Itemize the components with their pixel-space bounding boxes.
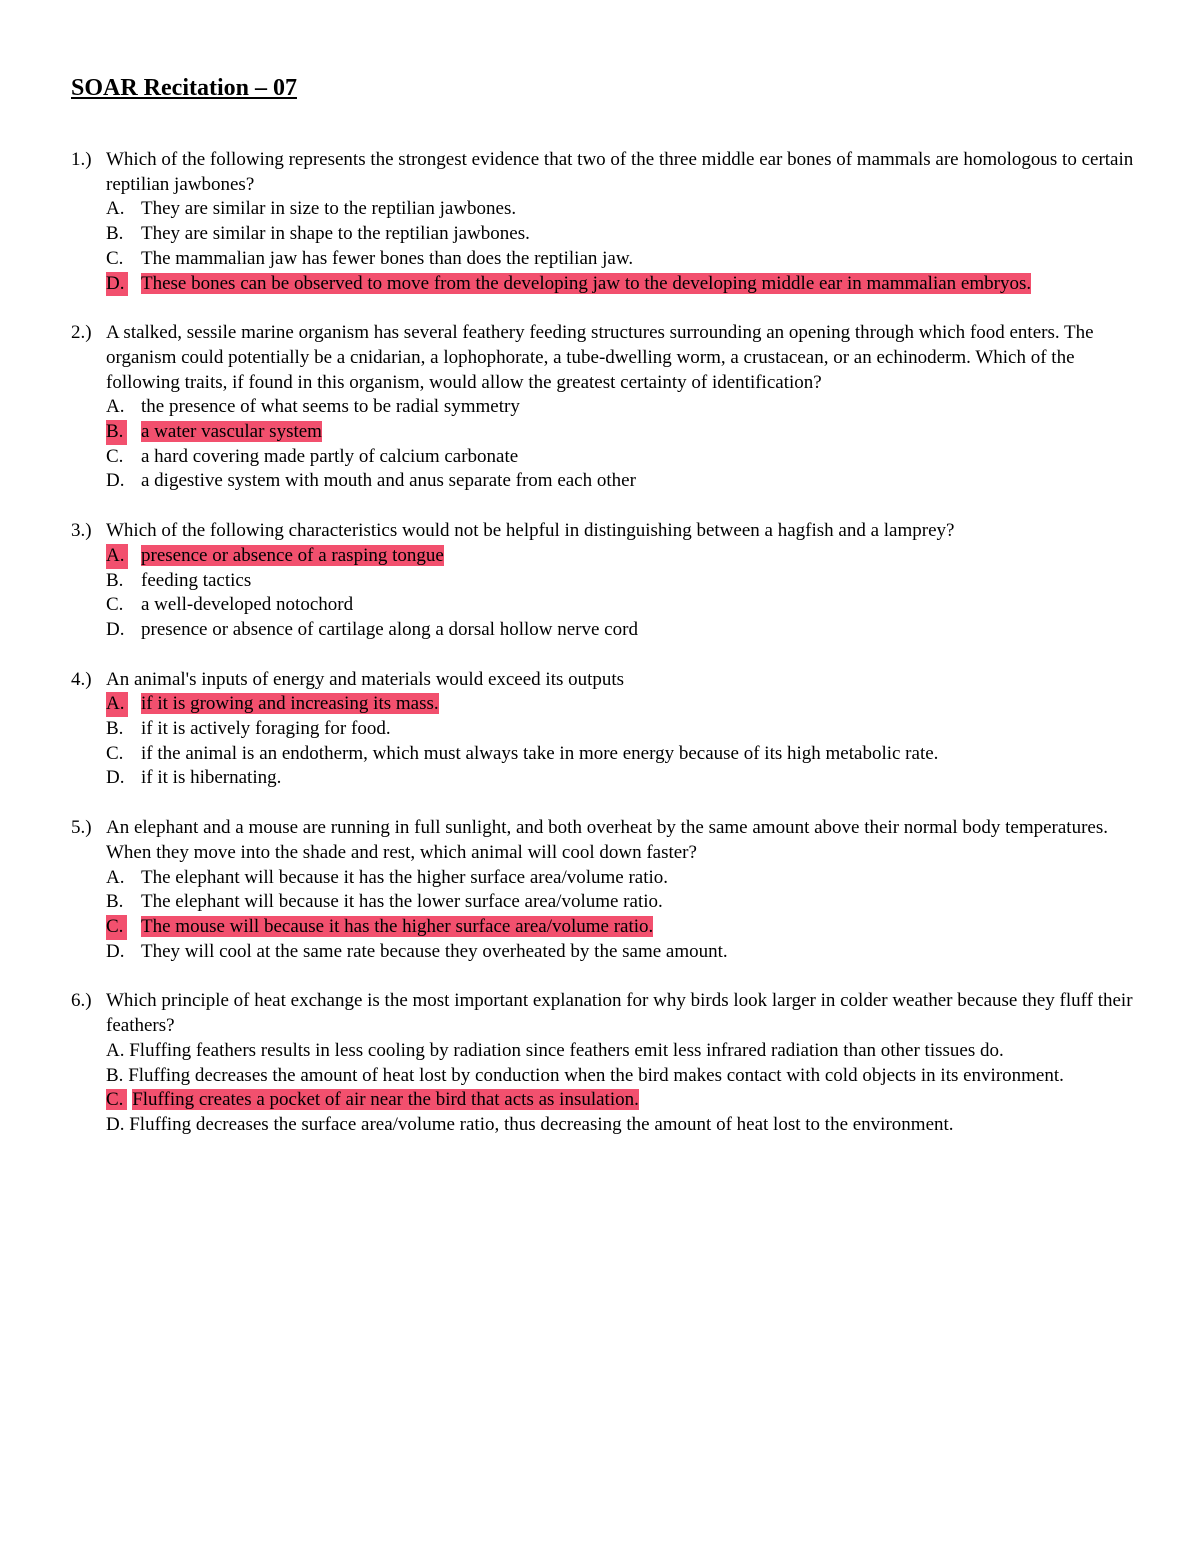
- option-text: presence or absence of a rasping tongue: [141, 544, 444, 566]
- option-letter: A.: [106, 1039, 125, 1061]
- option-letter: A.: [106, 866, 125, 888]
- option-text: if it is hibernating.: [141, 767, 282, 789]
- answer-option-c-highlighted: [106, 915, 1141, 940]
- answer-option-d-highlighted: [106, 272, 1141, 297]
- answer-option-d: [106, 1113, 1141, 1138]
- question-text: Which of the following characteristics would not be helpful in distinguishing between a hagfish and a lamprey?: [106, 520, 955, 542]
- option-text: if it is growing and increasing its mass.: [141, 693, 439, 715]
- option-text: The mammalian jaw has fewer bones than does the reptilian jaw.: [141, 247, 634, 269]
- option-text: These bones can be observed to move from the developing jaw to the developing middle ear in mammalian embryos.: [141, 272, 1032, 294]
- question-1: [71, 148, 1141, 296]
- option-text: a well-developed notochord: [141, 594, 354, 616]
- option-text: Fluffing decreases the amount of heat lost by conduction when the bird makes contact with cold objects in its environment.: [128, 1064, 1064, 1086]
- option-letter: D.: [106, 618, 125, 640]
- option-letter: D.: [106, 767, 125, 789]
- option-text: They will cool at the same rate because they overheated by the same amount.: [141, 940, 728, 962]
- answer-option-c: [106, 742, 1141, 767]
- answer-option-d: [106, 940, 1141, 965]
- option-letter: B.: [106, 718, 124, 740]
- option-letter: A.: [106, 692, 128, 717]
- question-number: 6.): [71, 990, 92, 1012]
- option-letter: B.: [106, 1064, 124, 1086]
- document-page: [71, 72, 1141, 1163]
- answer-option-d: [106, 766, 1141, 791]
- option-text: The elephant will because it has the higher surface area/volume ratio.: [141, 866, 669, 888]
- answer-option-b-highlighted: [106, 420, 1141, 445]
- answer-options: [106, 197, 1141, 296]
- answer-option-c: [106, 247, 1141, 272]
- answer-options: [106, 395, 1141, 494]
- answer-option-b: [106, 1064, 1141, 1089]
- answer-options: [106, 1039, 1141, 1138]
- option-letter: B.: [106, 420, 127, 445]
- answer-option-c: [106, 593, 1141, 618]
- option-letter: C.: [106, 445, 124, 467]
- answer-options: [106, 866, 1141, 965]
- answer-option-a-highlighted: [106, 544, 1141, 569]
- page-title: SOAR Recitation – 07: [71, 75, 297, 101]
- option-letter: B.: [106, 891, 124, 913]
- answer-option-a: [106, 1039, 1141, 1064]
- option-text: a digestive system with mouth and anus separate from each other: [141, 470, 636, 492]
- answer-option-b: [106, 890, 1141, 915]
- option-text: They are similar in size to the reptilian jawbones.: [141, 198, 517, 220]
- option-text: a water vascular system: [141, 421, 322, 443]
- answer-option-d: [106, 618, 1141, 643]
- question-number: 3.): [71, 520, 92, 542]
- question-2: [71, 321, 1141, 494]
- option-text: if the animal is an endotherm, which must always take in more energy because of its high metabolic rate.: [141, 742, 939, 764]
- question-text: Which of the following represents the strongest evidence that two of the three middle ear bones of mammals are homologous to certain reptilian jawbones?: [106, 149, 1134, 195]
- answer-option-d: [106, 469, 1141, 494]
- option-letter: C.: [106, 1089, 127, 1110]
- answer-option-c-highlighted: [106, 1088, 1141, 1113]
- answer-option-c: [106, 445, 1141, 470]
- option-letter: C.: [106, 915, 127, 940]
- option-letter: A.: [106, 198, 125, 220]
- option-letter: C.: [106, 594, 124, 616]
- option-letter: B.: [106, 223, 124, 245]
- option-letter: C.: [106, 742, 124, 764]
- option-text: Fluffing creates a pocket of air near the bird that acts as insulation.: [132, 1089, 639, 1111]
- question-3: [71, 519, 1141, 643]
- option-text: The elephant will because it has the lower surface area/volume ratio.: [141, 891, 663, 913]
- option-text: The mouse will because it has the higher surface area/volume ratio.: [141, 915, 654, 937]
- option-letter: D.: [106, 470, 125, 492]
- answer-option-a: [106, 395, 1141, 420]
- answer-option-a: [106, 197, 1141, 222]
- question-number: 1.): [71, 149, 92, 170]
- question-number: 5.): [71, 817, 92, 839]
- option-letter: A.: [106, 544, 128, 569]
- option-text: if it is actively foraging for food.: [141, 718, 391, 740]
- option-letter: C.: [106, 247, 124, 269]
- answer-option-b: [106, 222, 1141, 247]
- option-text: feeding tactics: [141, 569, 252, 591]
- question-4: [71, 668, 1141, 792]
- option-text: a hard covering made partly of calcium carbonate: [141, 445, 519, 467]
- answer-option-a-highlighted: [106, 692, 1141, 717]
- question-text: Which principle of heat exchange is the most important explanation for why birds look larger in colder weather because they fluff their feathers?: [106, 990, 1133, 1037]
- question-text: An elephant and a mouse are running in full sunlight, and both overheat by the same amount above their normal body temperatures. When they move into the shade and rest, which animal will cool down faster?: [106, 817, 1108, 863]
- answer-option-b: [106, 569, 1141, 594]
- option-text: Fluffing decreases the surface area/volume ratio, thus decreasing the amount of heat lost to the environment.: [129, 1113, 954, 1135]
- answer-option-b: [106, 717, 1141, 742]
- option-letter: D.: [106, 272, 128, 297]
- option-letter: D.: [106, 940, 125, 962]
- question-list: [71, 148, 1141, 1138]
- option-letter: B.: [106, 569, 124, 591]
- question-text: A stalked, sessile marine organism has several feathery feeding structures surrounding an opening through which food enters. The organism could potentially be a cnidarian, a lophophorate, a tube-dwelling worm, a crustacean, or an echinoderm. Which of the following traits, if found in this organism, would allow the greatest certainty of identification?: [106, 322, 1094, 393]
- option-text: They are similar in shape to the reptilian jawbones.: [141, 223, 530, 245]
- question-number: 4.): [71, 668, 92, 690]
- option-text: the presence of what seems to be radial symmetry: [141, 396, 520, 418]
- answer-options: [106, 692, 1141, 791]
- option-letter: A.: [106, 396, 125, 418]
- option-letter: D.: [106, 1113, 125, 1135]
- answer-options: [106, 544, 1141, 643]
- question-text: An animal's inputs of energy and materials would exceed its outputs: [106, 668, 625, 690]
- option-text: Fluffing feathers results in less cooling by radiation since feathers emit less infrared radiation than other tissues do.: [129, 1039, 1004, 1061]
- option-text: presence or absence of cartilage along a dorsal hollow nerve cord: [141, 618, 638, 640]
- question-number: 2.): [71, 322, 92, 344]
- question-5: [71, 816, 1141, 964]
- answer-option-a: [106, 866, 1141, 891]
- question-6: [71, 989, 1141, 1137]
